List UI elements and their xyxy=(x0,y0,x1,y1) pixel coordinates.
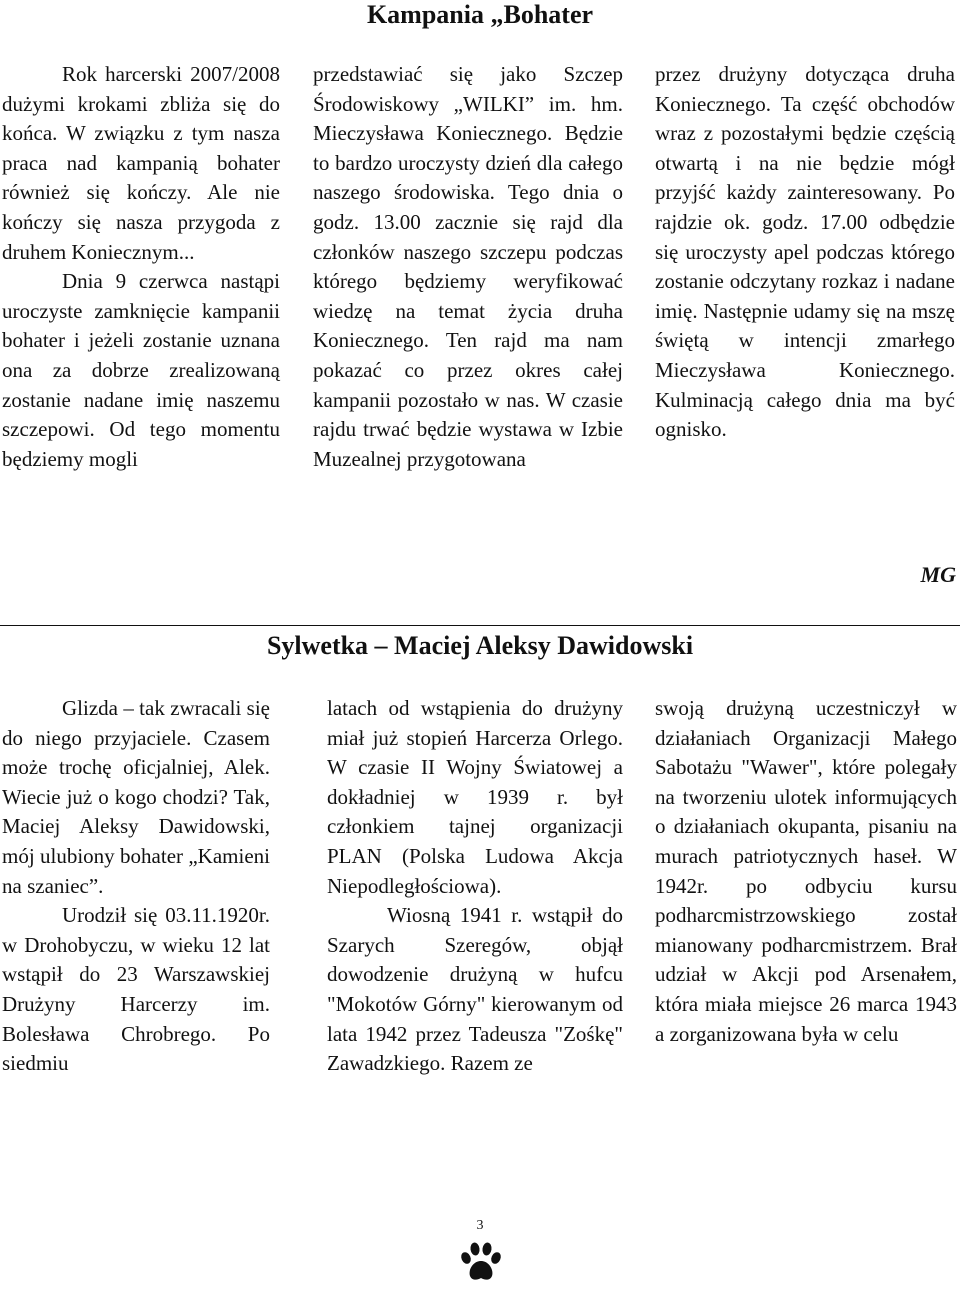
article-column-1 xyxy=(2,694,270,1079)
article-column-3 xyxy=(655,694,957,1049)
paragraph: Rok harcerski 2007/2008 dużymi krokami zbliża się do końca. W związku z tym nasza praca nad kampanią bohater również się kończy. Ale nie kończy się nasza przygoda z druhem Koniecznym... xyxy=(2,62,280,264)
page-title-kampania: Kampania „Bohater xyxy=(366,0,594,29)
paragraph: przedstawiać się jako Szczep Środowiskowy „WILKI” im. hm. Mieczysława Koniecznego. Będzie to bardzo uroczysty dzień dla całego naszego środowiska. Tego dnia o godz. 13.00 zacznie się rajd dla członków naszego szczepu podczas którego będziemy weryfikować wiedzę na temat życia druha Koniecznego. Ten rajd ma nam pokazać co przez okres całej kampanii pozostało w nas. W czasie rajdu trwać będzie wystawa w Izbie Muzealnej przygotowana xyxy=(313,62,623,471)
page-number: 3 xyxy=(476,1218,484,1233)
section-divider xyxy=(0,625,960,626)
paragraph: swoją drużyną uczestniczył w działaniach Organizacji Małego Sabotażu "Wawer", które polegały na tworzeniu ulotek informujących o działaniach okupanta, pisaniu na murach patriotycznych haseł. W 1942r. po odbyciu kursu podharcmistrzowskiego został mianowany podharcmistrzem. Brał udział w Akcji pod Arsenałem, która miała miejsce 26 marca 1943 a zorganizowana była w celu xyxy=(655,696,957,1046)
section-title-sylwetka: Sylwetka – Maciej Aleksy Dawidowski xyxy=(266,631,694,660)
paragraph: Dnia 9 czerwca nastąpi uroczyste zamknięcie kampanii bohater i jeżeli zostanie uznana ona za dobrze zrealizowaną zostanie nadane imię naszemu szczepowi. Od tego momentu będziemy mogli xyxy=(2,269,280,471)
author-signature: MG xyxy=(920,562,956,587)
paragraph: Glizda – tak zwracali się do niego przyjaciele. Czasem może trochę oficjalniej, Alek. Wiecie już o kogo chodzi? Tak, Maciej Aleksy Dawidowski, mój ulubiony bohater „Kamieni na szaniec”. xyxy=(2,696,270,898)
article-column-3 xyxy=(655,60,955,445)
article-column-2 xyxy=(313,60,623,474)
paragraph: Urodził się 03.11.1920r. w Drohobyczu, w wieku 12 lat wstąpił do 23 Warszawskiej Drużyny Harcerzy im. Bolesława Chrobrego. Po siedmiu xyxy=(2,903,270,1076)
paw-print-icon xyxy=(458,1240,504,1286)
article-column-1 xyxy=(2,60,280,474)
paragraph: Wiosną 1941 r. wstąpił do Szarych Szeregów, objął dowodzenie drużyną w hufcu "Mokotów Górny" kierowanym od lata 1942 przez Tadeusza "Zośkę" Zawadzkiego. Razem ze xyxy=(327,903,623,1076)
article-column-2 xyxy=(327,694,623,1079)
paragraph: przez drużyny dotycząca druha Koniecznego. Ta część obchodów wraz z pozostałymi będzie częścią otwartą i na nie będzie mógł przyjść każdy zainteresowany. Po rajdzie ok. godz. 17.00 odbędzie się uroczysty apel podczas którego zostanie odczytany rozkaz i nadane imię. Następnie udamy się na mszę świętą w intencji zmarłego Mieczysława Koniecznego. Kulminacją całego dnia ma być ognisko. xyxy=(655,62,955,442)
paragraph: latach od wstąpienia do drużyny miał już stopień Harcerza Orlego. W czasie II Wojny Światowej a dokładniej w 1939 r. był członkiem tajnej organizacji PLAN (Polska Ludowa Akcja Niepodległościowa). xyxy=(327,696,623,898)
